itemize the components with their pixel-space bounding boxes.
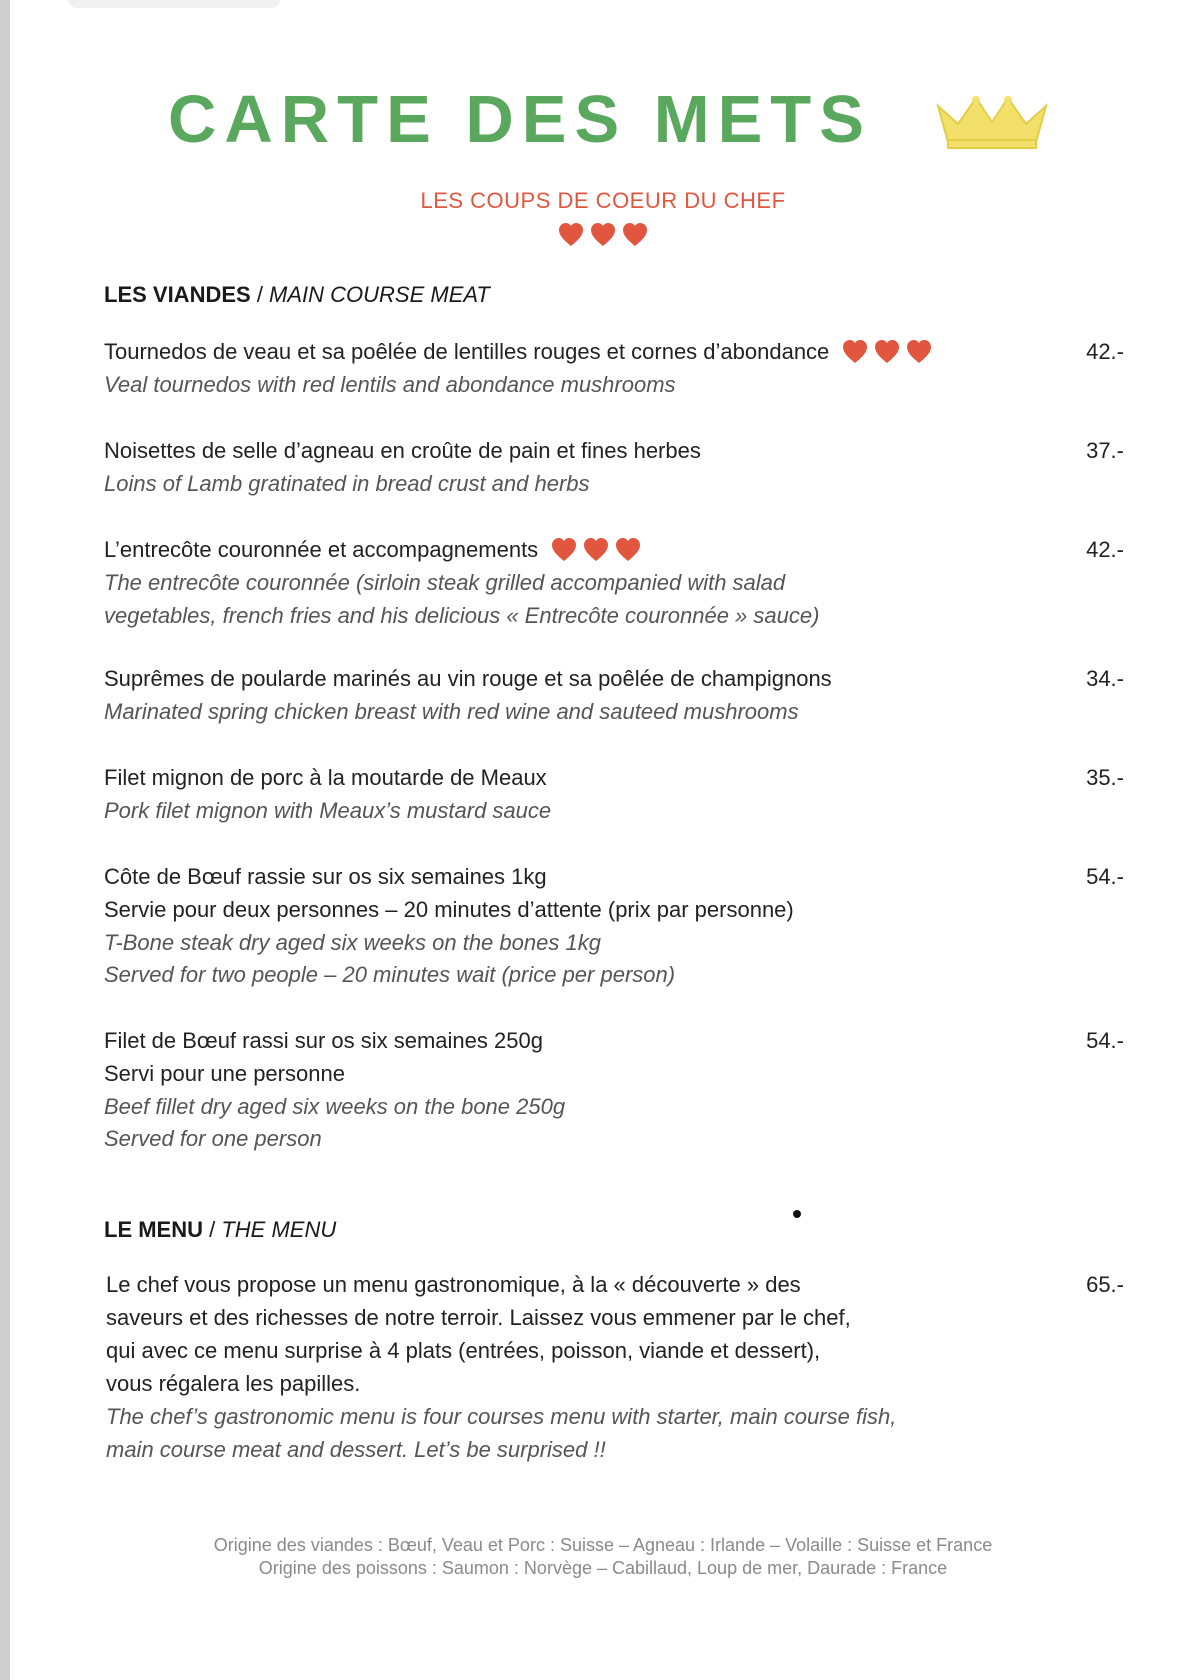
item-price: 35.-: [1086, 765, 1124, 790]
item-name-fr-text: Servi pour une personne: [104, 1060, 345, 1086]
chef-favorites-label: LES COUPS DE COEUR DU CHEF: [420, 188, 786, 213]
heart-icon: [614, 537, 642, 563]
item-name-fr-text: Filet mignon de porc à la moutarde de Meaux: [104, 765, 547, 790]
item-name-fr-text: Noisettes de selle d’agneau en croûte de pain et fines herbes: [104, 438, 701, 463]
fish-origin-line: Origine des poissons : Saumon : Norvège – Cabillaud, Loup de mer, Daurade : France: [258, 1558, 948, 1578]
heart-icon: [905, 339, 933, 365]
item-price: 54.-: [1086, 864, 1124, 889]
heart-icon: [841, 339, 869, 365]
section-title-en: MAIN COURSE MEAT: [269, 282, 490, 307]
item-name-en: T-Bone steak dry aged six weeks on the bones 1kg: [104, 929, 601, 955]
item-name-en: Loins of Lamb gratinated in bread crust and herbs: [104, 470, 590, 496]
page-left-edge: [0, 0, 10, 1680]
menu-fr-line: qui avec ce menu surprise à 4 plats (entrées, poisson, viande et dessert),: [106, 1338, 821, 1363]
item-name-fr-text: L’entrecôte couronnée et accompagnements: [104, 537, 539, 562]
item-price: 54.-: [1086, 1028, 1124, 1053]
page-title: CARTE DES METS: [168, 82, 872, 157]
heart-icon: [550, 537, 578, 563]
section-heading-menu: [104, 1215, 336, 1245]
item-name-fr: [104, 762, 1124, 795]
top-tab: [68, 0, 280, 8]
item-name-fr: [104, 1025, 1124, 1058]
bullet-dot: [793, 1210, 801, 1218]
item-name-en: Beef fillet dry aged six weeks on the bone 250g: [104, 1093, 566, 1119]
heart-icon: [621, 222, 649, 248]
menu-item: [104, 435, 1124, 501]
menu-item: [104, 861, 1124, 992]
section-heading-meat: [104, 280, 490, 310]
item-name-fr: [104, 1058, 1124, 1091]
menu-page[interactable]: [10, 0, 1196, 1680]
chef-favorite-hearts: [550, 537, 642, 563]
item-name-fr-text: Tournedos de veau et sa poêlée de lentilles rouges et cornes d’abondance: [104, 339, 830, 364]
chef-favorites-hearts: [10, 222, 1196, 248]
item-name-fr: [104, 336, 1124, 369]
hearts-group: [557, 222, 649, 248]
menu-item: [104, 663, 1124, 729]
menu-item: [104, 336, 1124, 402]
item-name-en: Served for one person: [104, 1126, 322, 1152]
heart-icon: [589, 222, 617, 248]
section-title-fr: LE MENU: [104, 1217, 203, 1242]
section-separator: /: [203, 1217, 222, 1242]
item-name-en: Veal tournedos with red lentils and abondance mushrooms: [104, 371, 676, 397]
item-price: 42.-: [1086, 537, 1124, 562]
item-name-fr: [104, 435, 1124, 468]
menu-item: [104, 762, 1124, 828]
heart-icon: [582, 537, 610, 563]
menu-en-line: main course meat and dessert. Let’s be surprised !!: [106, 1437, 606, 1462]
section-title-fr: LES VIANDES: [104, 282, 251, 307]
item-name-fr: [104, 861, 1124, 894]
item-name-fr: [104, 663, 1124, 696]
heart-icon: [873, 339, 901, 365]
item-name-en: Served for two people – 20 minutes wait (price per person): [104, 962, 676, 988]
item-price: 42.-: [1086, 339, 1124, 364]
item-name-fr-text: Suprêmes de poularde marinés au vin rouge et sa poêlée de champignons: [104, 666, 832, 691]
menu-fr-line: Le chef vous propose un menu gastronomique, à la « découverte » des: [106, 1272, 801, 1297]
menu-en-line: The chef’s gastronomic menu is four courses menu with starter, main course fish,: [106, 1404, 897, 1429]
item-name-en: vegetables, french fries and his delicious « Entrecôte couronnée » sauce): [104, 602, 820, 628]
menu-description: [106, 1268, 1124, 1466]
item-price: 37.-: [1086, 438, 1124, 463]
item-price: 34.-: [1086, 666, 1124, 691]
menu-fr-line: vous régalera les papilles.: [106, 1371, 361, 1396]
item-name-fr-text: Côte de Bœuf rassie sur os six semaines 1kg: [104, 864, 547, 889]
menu-price: 65.-: [1086, 1272, 1124, 1297]
item-name-fr: [104, 534, 1124, 567]
menu-fr-line: saveurs et des richesses de notre terroir. Laissez vous emmener par le chef,: [106, 1305, 851, 1330]
menu-item: [104, 1025, 1124, 1156]
section-separator: /: [250, 282, 270, 307]
chef-favorite-hearts: [841, 339, 933, 365]
item-name-fr: [104, 894, 1124, 927]
item-name-en: The entrecôte couronnée (sirloin steak grilled accompanied with salad: [104, 569, 786, 595]
item-name-en: Pork filet mignon with Meaux’s mustard sauce: [104, 797, 552, 823]
heart-icon: [557, 222, 585, 248]
origin-footer: [10, 1534, 1196, 1580]
item-name-fr-text: Servie pour deux personnes – 20 minutes d’attente (prix par personne): [104, 896, 794, 922]
crown-icon: [930, 92, 1054, 150]
meat-origin-line: Origine des viandes : Bœuf, Veau et Porc : Suisse – Agneau : Irlande – Volaille : Suisse et France: [213, 1535, 993, 1555]
section-title-en: THE MENU: [221, 1217, 337, 1242]
item-name-fr-text: Filet de Bœuf rassi sur os six semaines 250g: [104, 1028, 543, 1053]
menu-item: [104, 534, 1124, 632]
item-name-en: Marinated spring chicken breast with red wine and sauteed mushrooms: [104, 698, 799, 724]
